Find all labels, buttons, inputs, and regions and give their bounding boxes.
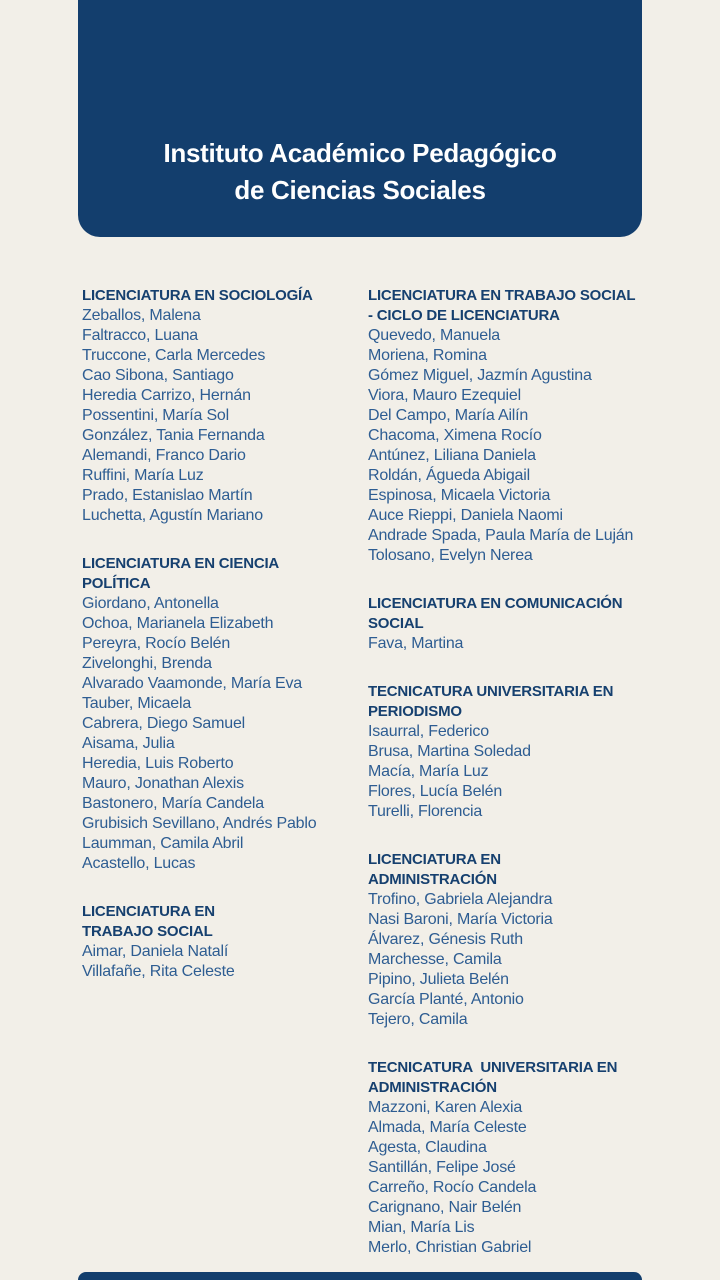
- student-name: Auce Rieppi, Daniela Naomi: [368, 507, 563, 524]
- program-heading-line: - CICLO DE LICENCIATURA: [368, 307, 560, 324]
- student-list: [82, 306, 368, 526]
- student-name: Laumman, Camila Abril: [82, 835, 244, 852]
- student-name: Roldán, Águeda Abigail: [368, 467, 530, 484]
- program-section: [368, 682, 660, 822]
- program-heading-line: LICENCIATURA EN CIENCIA: [82, 555, 280, 572]
- program-heading: [368, 594, 660, 634]
- student-name: Tejero, Camila: [368, 1011, 468, 1028]
- student-name: Nasi Baroni, María Victoria: [368, 911, 553, 928]
- program-section: [368, 594, 660, 654]
- student-name: Almada, María Celeste: [368, 1119, 527, 1136]
- student-name: Cabrera, Diego Samuel: [82, 715, 245, 732]
- program-heading: [368, 682, 660, 722]
- student-name: Gómez Miguel, Jazmín Agustina: [368, 367, 592, 384]
- student-name: García Planté, Antonio: [368, 991, 524, 1008]
- student-name: Ochoa, Marianela Elizabeth: [82, 615, 274, 632]
- student-name: Alemandi, Franco Dario: [82, 447, 246, 464]
- program-heading: [368, 850, 660, 890]
- student-name: Brusa, Martina Soledad: [368, 743, 531, 760]
- student-name: Possentini, María Sol: [82, 407, 229, 424]
- student-list: [368, 1098, 660, 1258]
- student-list: [368, 634, 660, 654]
- right-column: [368, 286, 660, 1258]
- program-heading-line: TRABAJO SOCIAL: [82, 923, 213, 940]
- student-name: Isaurral, Federico: [368, 723, 489, 740]
- institute-title-line-1: Instituto Académico Pedagógico: [163, 138, 557, 168]
- program-section: [82, 554, 368, 874]
- student-name: Villafañe, Rita Celeste: [82, 963, 235, 980]
- student-name: Truccone, Carla Mercedes: [82, 347, 266, 364]
- student-name: Tolosano, Evelyn Nerea: [368, 547, 533, 564]
- student-name: Tauber, Micaela: [82, 695, 192, 712]
- student-list: [368, 890, 660, 1030]
- student-name: Quevedo, Manuela: [368, 327, 501, 344]
- student-name: Trofino, Gabriela Alejandra: [368, 891, 553, 908]
- student-name: Mian, María Lis: [368, 1219, 475, 1236]
- institute-title-line-2: de Ciencias Sociales: [234, 175, 486, 205]
- student-name: Alvarado Vaamonde, María Eva: [82, 675, 303, 692]
- student-name: Álvarez, Génesis Ruth: [368, 931, 523, 948]
- student-name: Del Campo, María Ailín: [368, 407, 529, 424]
- program-heading-line: POLÍTICA: [82, 575, 151, 592]
- student-name: Faltracco, Luana: [82, 327, 198, 344]
- student-name: Carignano, Nair Belén: [368, 1199, 522, 1216]
- student-name: Ruffini, María Luz: [82, 467, 204, 484]
- student-name: Marchesse, Camila: [368, 951, 502, 968]
- program-heading: [82, 554, 368, 594]
- student-name: Grubisich Sevillano, Andrés Pablo: [82, 815, 317, 832]
- student-list: [368, 722, 660, 822]
- program-heading-line: ADMINISTRACIÓN: [368, 1079, 497, 1096]
- program-heading-line: LICENCIATURA EN TRABAJO SOCIAL: [368, 287, 636, 304]
- student-name: Santillán, Felipe José: [368, 1159, 516, 1176]
- student-name: Macía, María Luz: [368, 763, 489, 780]
- student-name: Cao Sibona, Santiago: [82, 367, 234, 384]
- program-heading: [368, 286, 660, 326]
- student-name: Luchetta, Agustín Mariano: [82, 507, 263, 524]
- student-list: [82, 942, 368, 982]
- student-name: González, Tania Fernanda: [82, 427, 265, 444]
- student-name: Pereyra, Rocío Belén: [82, 635, 231, 652]
- student-name: Aisama, Julia: [82, 735, 175, 752]
- program-heading-line: LICENCIATURA EN: [82, 903, 215, 920]
- student-name: Mauro, Jonathan Alexis: [82, 775, 244, 792]
- program-heading-line: TECNICATURA UNIVERSITARIA EN: [368, 683, 614, 700]
- student-name: Heredia, Luis Roberto: [82, 755, 234, 772]
- student-name: Mazzoni, Karen Alexia: [368, 1099, 523, 1116]
- student-name: Aimar, Daniela Natalí: [82, 943, 229, 960]
- program-heading: [368, 1058, 660, 1098]
- program-section: [368, 1058, 660, 1258]
- program-section: [368, 850, 660, 1030]
- student-name: Fava, Martina: [368, 635, 464, 652]
- program-section: [82, 902, 368, 982]
- student-name: Viora, Mauro Ezequiel: [368, 387, 521, 404]
- program-heading-line: LICENCIATURA EN: [368, 851, 501, 868]
- program-heading-line: PERIODISMO: [368, 703, 462, 720]
- header-banner: [78, 0, 642, 237]
- student-list: [368, 326, 660, 566]
- program-section: [82, 286, 368, 526]
- student-name: Moriena, Romina: [368, 347, 487, 364]
- program-heading-line: LICENCIATURA EN COMUNICACIÓN: [368, 595, 623, 612]
- student-name: Heredia Carrizo, Hernán: [82, 387, 251, 404]
- program-heading-line: SOCIAL: [368, 615, 424, 632]
- student-name: Zivelonghi, Brenda: [82, 655, 212, 672]
- student-name: Pipino, Julieta Belén: [368, 971, 509, 988]
- student-name: Antúnez, Liliana Daniela: [368, 447, 536, 464]
- program-heading: [82, 902, 368, 942]
- student-name: Chacoma, Ximena Rocío: [368, 427, 542, 444]
- program-section: [368, 286, 660, 566]
- student-name: Andrade Spada, Paula María de Luján: [368, 527, 634, 544]
- student-name: Acastello, Lucas: [82, 855, 196, 872]
- program-heading-line: TECNICATURA UNIVERSITARIA EN: [368, 1059, 618, 1076]
- student-name: Merlo, Christian Gabriel: [368, 1239, 532, 1256]
- student-name: Prado, Estanislao Martín: [82, 487, 253, 504]
- student-name: Carreño, Rocío Candela: [368, 1179, 537, 1196]
- left-column: [82, 286, 368, 1258]
- student-list: [82, 594, 368, 874]
- program-heading-line: LICENCIATURA EN SOCIOLOGÍA: [82, 287, 313, 304]
- student-name: Zeballos, Malena: [82, 307, 201, 324]
- program-heading-line: ADMINISTRACIÓN: [368, 871, 497, 888]
- student-name: Agesta, Claudina: [368, 1139, 487, 1156]
- student-name: Espinosa, Micaela Victoria: [368, 487, 551, 504]
- student-name: Flores, Lucía Belén: [368, 783, 503, 800]
- student-name: Turelli, Florencia: [368, 803, 483, 820]
- bottom-card-edge: [78, 1272, 642, 1280]
- student-name: Bastonero, María Candela: [82, 795, 264, 812]
- program-columns: [82, 286, 660, 1258]
- program-heading: [82, 286, 368, 306]
- student-name: Giordano, Antonella: [82, 595, 219, 612]
